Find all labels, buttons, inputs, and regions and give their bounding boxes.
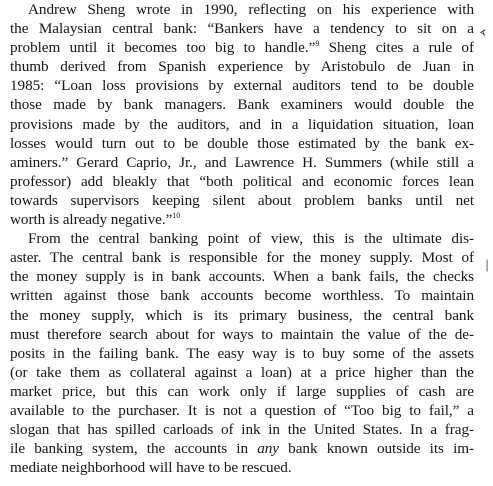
text-line (10, 76, 474, 95)
line-text-continued: bank known outside its im- (279, 440, 475, 458)
text-line (10, 248, 474, 267)
text-line (10, 458, 474, 477)
paragraph-1 (10, 0, 474, 229)
text-line (10, 325, 474, 344)
line-text: losses would turn out to be double those estimated by the bank ex- (10, 134, 474, 152)
text-line (10, 344, 474, 363)
paragraph-2 (10, 229, 474, 477)
line-text: worth is already negative.” (10, 211, 173, 229)
line-text: ile banking system, the accounts in (10, 440, 258, 458)
line-text-continued: Sheng cites a rule of (319, 39, 474, 57)
line-text: problem until it becomes too big to handle.” (10, 39, 316, 57)
text-line (10, 286, 474, 305)
text-line (10, 115, 474, 134)
text-line (10, 153, 474, 172)
margin-mark-middle: │ (484, 261, 491, 272)
text-line (10, 420, 474, 439)
text-line (10, 229, 474, 248)
text-line (10, 0, 474, 19)
text-line (10, 57, 474, 76)
body-text (10, 0, 474, 477)
line-text: towards supervisors keeping silent about problem banks until net (10, 191, 474, 209)
text-line (10, 363, 474, 382)
text-line (10, 38, 474, 57)
line-text: the money supply is in bank accounts. When a bank fails, the checks (10, 268, 474, 286)
line-text: slogan that has spilled carloads of ink in the United States. In a frag- (10, 421, 474, 439)
margin-mark-top: ⦓ (480, 27, 486, 38)
line-text: must therefore search about for ways to maintain the value of the de- (10, 325, 474, 343)
text-line (10, 439, 474, 458)
text-line (10, 267, 474, 286)
line-text: market price, but this can work only if large supplies of cash are (10, 382, 474, 400)
line-text: professor) add bleakly that “both political and economic forces lean (10, 172, 474, 190)
line-text: the money supply, which is its primary business, the central bank (10, 306, 474, 324)
text-line (10, 382, 474, 401)
footnote-marker: 10 (172, 211, 181, 221)
text-line (10, 210, 474, 229)
text-line (10, 191, 474, 210)
line-text: Andrew Sheng wrote in 1990, reflecting on his experience with (28, 1, 474, 18)
emphasis-text: any (257, 440, 279, 458)
line-text: 1985: “Loan loss provisions by external auditors tend to be double (10, 77, 474, 95)
footnote-marker: 9 (315, 39, 320, 49)
line-text: (or take them as collateral against a loan) at a price higher than the (10, 363, 474, 381)
line-text: thumb derived from Spanish experience by Aristobulo de Juan in (10, 58, 474, 76)
text-line (10, 95, 474, 114)
text-line (10, 401, 474, 420)
line-text: available to the purchaser. It is not a question of “Too big to fail,” a (10, 401, 474, 419)
line-text: From the central banking point of view, this is the ultimate dis- (28, 230, 474, 248)
line-text: written against those bank accounts become worthless. To maintain (10, 287, 474, 305)
line-text: provisions made by the auditors, and in a liquidation situation, loan (10, 115, 474, 133)
line-text: posits in the failing bank. The easy way is to buy some of the assets (10, 344, 474, 362)
line-text: aster. The central bank is responsible for the money supply. Most of (10, 249, 474, 267)
line-text: those made by bank managers. Bank examiners would double the (10, 96, 474, 114)
text-line (10, 134, 474, 153)
text-line (10, 306, 474, 325)
line-text: mediate neighborhood will have to be rescued. (10, 459, 292, 477)
line-text: aminers.” Gerard Caprio, Jr., and Lawrence H. Summers (while still a (10, 153, 474, 171)
text-line (10, 172, 474, 191)
line-text: the Malaysian central bank: “Bankers have a tendency to sit on a (10, 20, 474, 38)
text-line (10, 19, 474, 38)
